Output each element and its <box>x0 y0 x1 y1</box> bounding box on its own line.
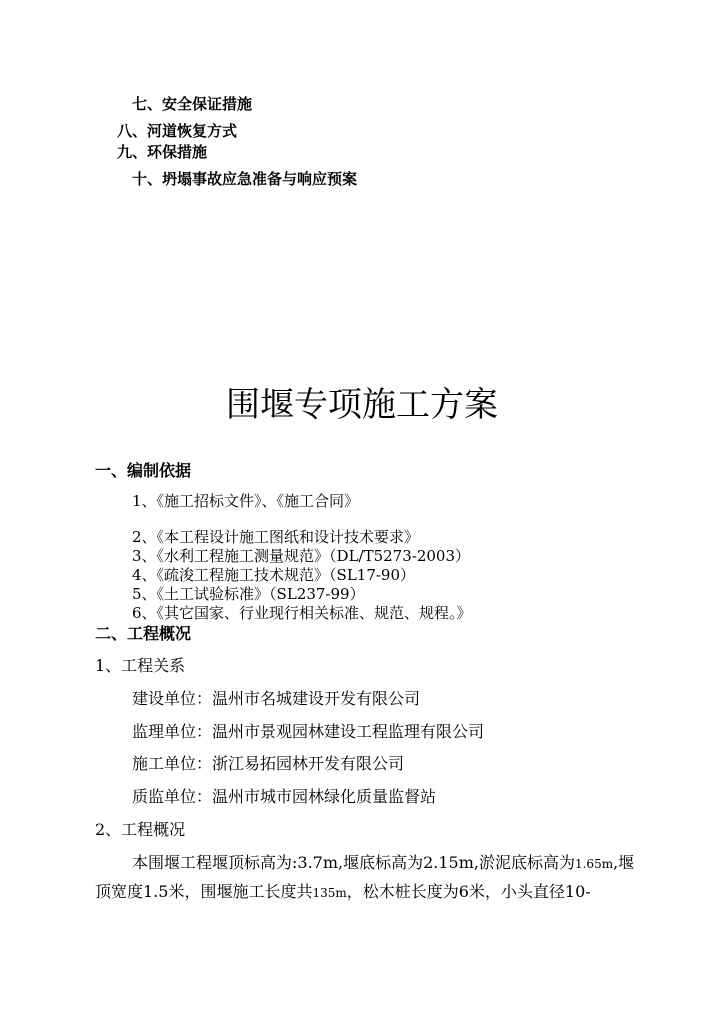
toc-item-9: 九、环保措施 <box>117 143 208 161</box>
party-supervisor: 监理单位：温州市景观园林建设工程监理有限公司 <box>132 722 485 741</box>
overview-text: 顶宽度1.5米，围堰施工长度共 <box>95 882 313 901</box>
subsection-heading-relations: 1、工程关系 <box>95 656 186 675</box>
toc-item-8: 八、河道恢复方式 <box>117 122 238 140</box>
basis-item: 3、《水利工程施工测量规范》（DL/T5273-2003） <box>132 547 471 565</box>
basis-item: 6、《其它国家、行业现行相关标准、规范、规程。》 <box>132 604 472 622</box>
basis-item: 2、《本工程设计施工图纸和设计技术要求》 <box>132 528 420 546</box>
basis-item: 4、《疏浚工程施工技术规范》（SL17-90） <box>132 566 416 584</box>
overview-value: 1.65m <box>574 857 614 871</box>
party-quality-supervision: 质监单位：温州市城市园林绿化质量监督站 <box>132 787 437 806</box>
basis-item: 1、《施工招标文件》、《施工合同》 <box>132 492 360 510</box>
section-heading-basis: 一、编制依据 <box>95 461 192 480</box>
toc-item-7: 七、安全保证措施 <box>132 95 253 113</box>
overview-text: ,堰 <box>613 853 635 872</box>
overview-paragraph-line-2 <box>95 884 591 900</box>
party-construction-owner: 建设单位：温州市名城建设开发有限公司 <box>132 689 421 708</box>
document-title: 围堰专项施工方案 <box>226 385 498 425</box>
party-contractor: 施工单位：浙江易拓园林开发有限公司 <box>132 754 405 773</box>
toc-item-10: 十、坍塌事故应急准备与响应预案 <box>132 170 358 188</box>
overview-value: 135m <box>312 886 347 900</box>
overview-text: ，松木桩长度为6米，小头直径10- <box>346 882 591 901</box>
overview-text: 本围堰工程堰顶标高为:3.7m,堰底标高为2.15m,淤泥底标高为 <box>132 853 575 872</box>
basis-item: 5、《土工试验标准》（SL237-99） <box>132 585 365 603</box>
section-heading-overview: 二、工程概况 <box>95 624 192 643</box>
overview-paragraph-line-1 <box>132 855 634 871</box>
subsection-heading-overview: 2、工程概况 <box>95 820 186 839</box>
